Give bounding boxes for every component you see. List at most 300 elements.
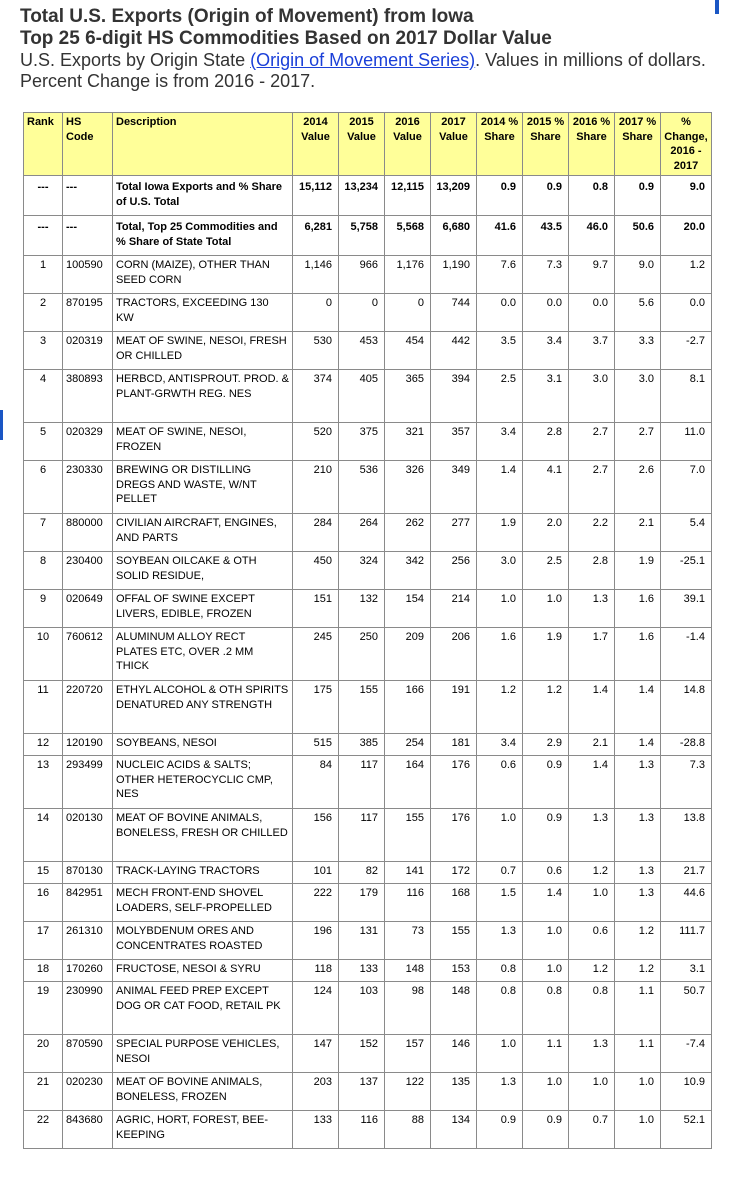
cell-value-2015: 132 (339, 590, 385, 628)
col-header-pct-change: % Change, 2016 - 2017 (661, 113, 712, 176)
cell-value-2015: 375 (339, 423, 385, 461)
table-row (24, 922, 712, 960)
cell-share-2015: 0.9 (523, 756, 569, 809)
cell-value-2016: 0 (385, 294, 431, 332)
cell-value-2017: 181 (431, 734, 477, 756)
cell-share-2015: 1.4 (523, 884, 569, 922)
table-row (24, 1111, 712, 1149)
cell-share-2017: 3.3 (615, 332, 661, 370)
cell-share-2017: 1.6 (615, 628, 661, 681)
table-body (24, 176, 712, 1149)
table-row (24, 982, 712, 1035)
summary-row (24, 176, 712, 216)
cell-value-2017: 155 (431, 922, 477, 960)
cell-rank: 16 (24, 884, 63, 922)
cell-share-2015: 2.8 (523, 423, 569, 461)
col-header-2014-share: 2014 % Share (477, 113, 523, 176)
cell-value-2014: 124 (293, 982, 339, 1035)
table-row (24, 294, 712, 332)
cell-rank: 19 (24, 982, 63, 1035)
cell-hs-code: 261310 (63, 922, 113, 960)
cell-share-2014: 1.0 (477, 590, 523, 628)
page-title-2: Top 25 6-digit HS Commodities Based on 2017 Dollar Value (20, 28, 552, 49)
cell-description: SOYBEAN OILCAKE & OTH SOLID RESIDUE, (113, 552, 293, 590)
cell-value-2015: 152 (339, 1035, 385, 1073)
cell-share-2017: 3.0 (615, 370, 661, 423)
cell-share-2016: 2.7 (569, 461, 615, 514)
cell-value-2015: 264 (339, 514, 385, 552)
cell-value-2017: 214 (431, 590, 477, 628)
cell-share-2016: 0.6 (569, 922, 615, 960)
cell-share-2017: 1.0 (615, 1111, 661, 1149)
cell-value-2016: 73 (385, 922, 431, 960)
cell-value-2014: 245 (293, 628, 339, 681)
cell-share-2016: 1.0 (569, 884, 615, 922)
col-header-2016-value: 2016 Value (385, 113, 431, 176)
cell-value-2014: 6,281 (293, 216, 339, 256)
cell-value-2014: 101 (293, 862, 339, 884)
cell-value-2016: 122 (385, 1073, 431, 1111)
cell-hs-code: 842951 (63, 884, 113, 922)
col-header-2014-value: 2014 Value (293, 113, 339, 176)
cell-share-2017: 1.2 (615, 960, 661, 982)
cell-value-2016: 1,176 (385, 256, 431, 294)
col-header-rank: Rank (24, 113, 63, 176)
subtitle-pre: U.S. Exports by Origin State (20, 50, 251, 70)
table-row (24, 552, 712, 590)
cell-value-2014: 133 (293, 1111, 339, 1149)
cell-description: Total Iowa Exports and % Share of U.S. Total (113, 176, 293, 216)
cell-value-2014: 450 (293, 552, 339, 590)
cell-hs-code: 870195 (63, 294, 113, 332)
scroll-indicator (0, 410, 3, 440)
cell-value-2014: 175 (293, 681, 339, 734)
cell-rank: 14 (24, 809, 63, 862)
cell-share-2016: 2.1 (569, 734, 615, 756)
cell-share-2017: 1.1 (615, 982, 661, 1035)
cell-share-2015: 1.9 (523, 628, 569, 681)
cell-value-2016: 454 (385, 332, 431, 370)
cell-value-2015: 116 (339, 1111, 385, 1149)
cell-share-2015: 1.0 (523, 590, 569, 628)
cell-description: MEAT OF SWINE, NESOI, FROZEN (113, 423, 293, 461)
cell-hs-code: 870590 (63, 1035, 113, 1073)
col-header-2015-value: 2015 Value (339, 113, 385, 176)
cell-share-2015: 2.5 (523, 552, 569, 590)
cell-share-2014: 3.0 (477, 552, 523, 590)
cell-share-2017: 1.4 (615, 734, 661, 756)
cell-pct-change: 39.1 (661, 590, 712, 628)
cell-hs-code: 020130 (63, 809, 113, 862)
cell-share-2014: 0.6 (477, 756, 523, 809)
cell-share-2015: 0.6 (523, 862, 569, 884)
table-row (24, 332, 712, 370)
cell-share-2016: 1.3 (569, 1035, 615, 1073)
cell-share-2017: 1.4 (615, 681, 661, 734)
cell-pct-change: -28.8 (661, 734, 712, 756)
cell-share-2015: 1.0 (523, 1073, 569, 1111)
cell-value-2017: 176 (431, 756, 477, 809)
cell-share-2017: 1.0 (615, 1073, 661, 1111)
cell-value-2016: 262 (385, 514, 431, 552)
cell-share-2016: 2.2 (569, 514, 615, 552)
cell-description: HERBCD, ANTISPROUT. PROD. & PLANT-GRWTH REG. NES (113, 370, 293, 423)
cell-value-2015: 536 (339, 461, 385, 514)
cell-pct-change: 8.1 (661, 370, 712, 423)
cell-value-2016: 209 (385, 628, 431, 681)
cell-description: MECH FRONT-END SHOVEL LOADERS, SELF-PROPELLED (113, 884, 293, 922)
cell-value-2015: 324 (339, 552, 385, 590)
cell-share-2016: 0.8 (569, 176, 615, 216)
subtitle-post: . Values in millions of dollars. Percent Change is from 2016 - 2017. (20, 50, 706, 91)
cell-share-2017: 1.1 (615, 1035, 661, 1073)
cell-share-2015: 0.0 (523, 294, 569, 332)
cell-share-2017: 5.6 (615, 294, 661, 332)
table-row (24, 461, 712, 514)
cell-value-2014: 530 (293, 332, 339, 370)
cell-pct-change: 52.1 (661, 1111, 712, 1149)
table-row (24, 809, 712, 862)
cell-value-2014: 222 (293, 884, 339, 922)
cell-rank: 3 (24, 332, 63, 370)
table-row (24, 862, 712, 884)
cell-pct-change: 1.2 (661, 256, 712, 294)
col-header-description: Description (113, 113, 293, 176)
table-row (24, 756, 712, 809)
cell-share-2016: 3.7 (569, 332, 615, 370)
cell-value-2015: 103 (339, 982, 385, 1035)
cell-pct-change: -2.7 (661, 332, 712, 370)
cell-share-2014: 0.0 (477, 294, 523, 332)
cell-pct-change: 11.0 (661, 423, 712, 461)
cell-value-2014: 515 (293, 734, 339, 756)
cell-value-2017: 148 (431, 982, 477, 1035)
cell-rank: 8 (24, 552, 63, 590)
cell-share-2014: 0.8 (477, 982, 523, 1035)
cell-share-2017: 1.3 (615, 809, 661, 862)
cell-share-2015: 1.1 (523, 1035, 569, 1073)
cell-share-2016: 3.0 (569, 370, 615, 423)
cell-pct-change: -7.4 (661, 1035, 712, 1073)
cell-share-2015: 0.9 (523, 1111, 569, 1149)
cell-value-2017: 6,680 (431, 216, 477, 256)
cell-value-2016: 154 (385, 590, 431, 628)
cell-share-2016: 2.8 (569, 552, 615, 590)
cell-value-2016: 164 (385, 756, 431, 809)
cell-rank: 12 (24, 734, 63, 756)
cell-share-2014: 1.6 (477, 628, 523, 681)
cell-hs-code: 293499 (63, 756, 113, 809)
table-row (24, 423, 712, 461)
cell-value-2015: 117 (339, 756, 385, 809)
cell-value-2015: 13,234 (339, 176, 385, 216)
cell-hs-code: 100590 (63, 256, 113, 294)
cell-value-2015: 0 (339, 294, 385, 332)
cell-value-2016: 321 (385, 423, 431, 461)
cell-rank: 20 (24, 1035, 63, 1073)
cell-hs-code: 220720 (63, 681, 113, 734)
cell-value-2014: 147 (293, 1035, 339, 1073)
cell-value-2015: 453 (339, 332, 385, 370)
cell-share-2015: 2.9 (523, 734, 569, 756)
cell-share-2017: 9.0 (615, 256, 661, 294)
cell-value-2014: 151 (293, 590, 339, 628)
cell-share-2016: 1.2 (569, 862, 615, 884)
cell-value-2015: 133 (339, 960, 385, 982)
cell-rank: --- (24, 176, 63, 216)
table-row (24, 256, 712, 294)
scroll-indicator-top (715, 0, 719, 14)
cell-value-2017: 168 (431, 884, 477, 922)
cell-share-2014: 2.5 (477, 370, 523, 423)
cell-share-2015: 1.0 (523, 960, 569, 982)
table-row (24, 681, 712, 734)
cell-hs-code: 843680 (63, 1111, 113, 1149)
cell-share-2015: 3.1 (523, 370, 569, 423)
cell-rank: 13 (24, 756, 63, 809)
cell-value-2017: 357 (431, 423, 477, 461)
cell-pct-change: -1.4 (661, 628, 712, 681)
cell-value-2015: 82 (339, 862, 385, 884)
cell-rank: 18 (24, 960, 63, 982)
cell-value-2017: 206 (431, 628, 477, 681)
cell-share-2016: 2.7 (569, 423, 615, 461)
cell-share-2016: 0.7 (569, 1111, 615, 1149)
cell-hs-code: 020230 (63, 1073, 113, 1111)
cell-value-2015: 405 (339, 370, 385, 423)
cell-hs-code: 880000 (63, 514, 113, 552)
cell-value-2016: 12,115 (385, 176, 431, 216)
cell-share-2017: 2.6 (615, 461, 661, 514)
cell-pct-change: 21.7 (661, 862, 712, 884)
title-block (20, 6, 730, 92)
cell-rank: 2 (24, 294, 63, 332)
cell-share-2015: 0.9 (523, 809, 569, 862)
cell-rank: 6 (24, 461, 63, 514)
cell-rank: --- (24, 216, 63, 256)
cell-value-2017: 442 (431, 332, 477, 370)
cell-value-2014: 84 (293, 756, 339, 809)
cell-description: TRACK-LAYING TRACTORS (113, 862, 293, 884)
cell-description: MEAT OF SWINE, NESOI, FRESH OR CHILLED (113, 332, 293, 370)
cell-value-2016: 5,568 (385, 216, 431, 256)
table-row (24, 960, 712, 982)
cell-share-2016: 1.0 (569, 1073, 615, 1111)
cell-description: ETHYL ALCOHOL & OTH SPIRITS DENATURED ANY STRENGTH (113, 681, 293, 734)
cell-share-2016: 1.7 (569, 628, 615, 681)
cell-rank: 17 (24, 922, 63, 960)
cell-description: NUCLEIC ACIDS & SALTS; OTHER HETEROCYCLIC CMP, NES (113, 756, 293, 809)
cell-share-2017: 1.3 (615, 862, 661, 884)
cell-value-2015: 966 (339, 256, 385, 294)
cell-hs-code: --- (63, 216, 113, 256)
exports-table (23, 112, 712, 1149)
cell-value-2017: 1,190 (431, 256, 477, 294)
origin-of-movement-link[interactable]: (Origin of Movement Series) (250, 50, 476, 70)
cell-share-2015: 1.0 (523, 922, 569, 960)
cell-value-2016: 254 (385, 734, 431, 756)
cell-hs-code: 120190 (63, 734, 113, 756)
cell-pct-change: 111.7 (661, 922, 712, 960)
cell-share-2014: 1.5 (477, 884, 523, 922)
cell-hs-code: 230330 (63, 461, 113, 514)
cell-value-2015: 131 (339, 922, 385, 960)
cell-pct-change: 7.0 (661, 461, 712, 514)
cell-description: BREWING OR DISTILLING DREGS AND WASTE, W/NT PELLET (113, 461, 293, 514)
cell-share-2017: 1.3 (615, 884, 661, 922)
cell-value-2014: 520 (293, 423, 339, 461)
col-header-hs-code: HS Code (63, 113, 113, 176)
cell-value-2017: 256 (431, 552, 477, 590)
page-title: Total U.S. Exports (Origin of Movement) from Iowa (20, 6, 474, 27)
cell-value-2015: 250 (339, 628, 385, 681)
cell-value-2016: 365 (385, 370, 431, 423)
cell-value-2017: 744 (431, 294, 477, 332)
cell-share-2017: 1.2 (615, 922, 661, 960)
cell-pct-change: 0.0 (661, 294, 712, 332)
cell-share-2015: 2.0 (523, 514, 569, 552)
cell-share-2014: 41.6 (477, 216, 523, 256)
cell-value-2014: 374 (293, 370, 339, 423)
cell-rank: 11 (24, 681, 63, 734)
cell-value-2014: 156 (293, 809, 339, 862)
cell-share-2015: 1.2 (523, 681, 569, 734)
subtitle (20, 50, 730, 92)
cell-share-2016: 1.3 (569, 590, 615, 628)
cell-value-2016: 116 (385, 884, 431, 922)
cell-value-2017: 153 (431, 960, 477, 982)
col-header-2017-value: 2017 Value (431, 113, 477, 176)
cell-share-2017: 2.7 (615, 423, 661, 461)
cell-share-2016: 0.0 (569, 294, 615, 332)
cell-share-2014: 3.4 (477, 423, 523, 461)
header-row (24, 113, 712, 176)
cell-share-2017: 1.6 (615, 590, 661, 628)
cell-rank: 21 (24, 1073, 63, 1111)
cell-value-2017: 191 (431, 681, 477, 734)
table-row (24, 370, 712, 423)
cell-value-2014: 1,146 (293, 256, 339, 294)
cell-value-2015: 117 (339, 809, 385, 862)
cell-share-2016: 1.4 (569, 681, 615, 734)
cell-share-2017: 1.9 (615, 552, 661, 590)
cell-share-2014: 7.6 (477, 256, 523, 294)
col-header-2017-share: 2017 % Share (615, 113, 661, 176)
cell-description: SPECIAL PURPOSE VEHICLES, NESOI (113, 1035, 293, 1073)
cell-description: MEAT OF BOVINE ANIMALS, BONELESS, FRESH OR CHILLED (113, 809, 293, 862)
cell-hs-code: 380893 (63, 370, 113, 423)
cell-share-2014: 1.0 (477, 1035, 523, 1073)
cell-hs-code: 230400 (63, 552, 113, 590)
cell-share-2014: 1.9 (477, 514, 523, 552)
cell-share-2016: 46.0 (569, 216, 615, 256)
cell-share-2014: 1.2 (477, 681, 523, 734)
cell-value-2014: 118 (293, 960, 339, 982)
cell-share-2015: 7.3 (523, 256, 569, 294)
cell-pct-change: 10.9 (661, 1073, 712, 1111)
summary-row (24, 216, 712, 256)
cell-value-2016: 342 (385, 552, 431, 590)
table-row (24, 628, 712, 681)
cell-pct-change: 14.8 (661, 681, 712, 734)
cell-description: TRACTORS, EXCEEDING 130 KW (113, 294, 293, 332)
cell-rank: 4 (24, 370, 63, 423)
cell-value-2016: 326 (385, 461, 431, 514)
cell-value-2017: 134 (431, 1111, 477, 1149)
cell-share-2017: 0.9 (615, 176, 661, 216)
cell-value-2017: 146 (431, 1035, 477, 1073)
cell-value-2014: 0 (293, 294, 339, 332)
cell-share-2014: 0.7 (477, 862, 523, 884)
cell-pct-change: 44.6 (661, 884, 712, 922)
cell-share-2015: 0.8 (523, 982, 569, 1035)
table-row (24, 1035, 712, 1073)
cell-share-2016: 1.4 (569, 756, 615, 809)
cell-hs-code: 870130 (63, 862, 113, 884)
cell-share-2016: 1.3 (569, 809, 615, 862)
cell-value-2014: 284 (293, 514, 339, 552)
cell-share-2014: 3.4 (477, 734, 523, 756)
table-row (24, 514, 712, 552)
cell-share-2014: 1.4 (477, 461, 523, 514)
cell-share-2017: 2.1 (615, 514, 661, 552)
cell-description: SOYBEANS, NESOI (113, 734, 293, 756)
cell-description: AGRIC, HORT, FOREST, BEE-KEEPING (113, 1111, 293, 1149)
cell-share-2014: 0.9 (477, 176, 523, 216)
cell-hs-code: 170260 (63, 960, 113, 982)
cell-value-2015: 5,758 (339, 216, 385, 256)
cell-rank: 22 (24, 1111, 63, 1149)
col-header-2015-share: 2015 % Share (523, 113, 569, 176)
cell-value-2016: 98 (385, 982, 431, 1035)
cell-value-2016: 148 (385, 960, 431, 982)
cell-description: Total, Top 25 Commodities and % Share of State Total (113, 216, 293, 256)
cell-share-2014: 1.3 (477, 922, 523, 960)
cell-value-2015: 385 (339, 734, 385, 756)
cell-value-2017: 394 (431, 370, 477, 423)
cell-hs-code: --- (63, 176, 113, 216)
cell-share-2014: 1.3 (477, 1073, 523, 1111)
cell-pct-change: 7.3 (661, 756, 712, 809)
cell-description: ALUMINUM ALLOY RECT PLATES ETC, OVER .2 MM THICK (113, 628, 293, 681)
cell-value-2016: 166 (385, 681, 431, 734)
cell-description: FRUCTOSE, NESOI & SYRU (113, 960, 293, 982)
cell-value-2016: 88 (385, 1111, 431, 1149)
cell-value-2015: 137 (339, 1073, 385, 1111)
cell-description: CORN (MAIZE), OTHER THAN SEED CORN (113, 256, 293, 294)
cell-value-2014: 203 (293, 1073, 339, 1111)
cell-pct-change: 3.1 (661, 960, 712, 982)
cell-share-2014: 0.9 (477, 1111, 523, 1149)
table-row (24, 1073, 712, 1111)
cell-share-2014: 0.8 (477, 960, 523, 982)
cell-value-2017: 176 (431, 809, 477, 862)
cell-hs-code: 760612 (63, 628, 113, 681)
cell-rank: 9 (24, 590, 63, 628)
cell-rank: 7 (24, 514, 63, 552)
cell-value-2017: 172 (431, 862, 477, 884)
table-row (24, 734, 712, 756)
cell-value-2015: 179 (339, 884, 385, 922)
cell-description: CIVILIAN AIRCRAFT, ENGINES, AND PARTS (113, 514, 293, 552)
cell-share-2016: 9.7 (569, 256, 615, 294)
table-row (24, 590, 712, 628)
cell-pct-change: 5.4 (661, 514, 712, 552)
cell-share-2015: 4.1 (523, 461, 569, 514)
cell-pct-change: -25.1 (661, 552, 712, 590)
cell-description: ANIMAL FEED PREP EXCEPT DOG OR CAT FOOD, RETAIL PK (113, 982, 293, 1035)
cell-rank: 10 (24, 628, 63, 681)
